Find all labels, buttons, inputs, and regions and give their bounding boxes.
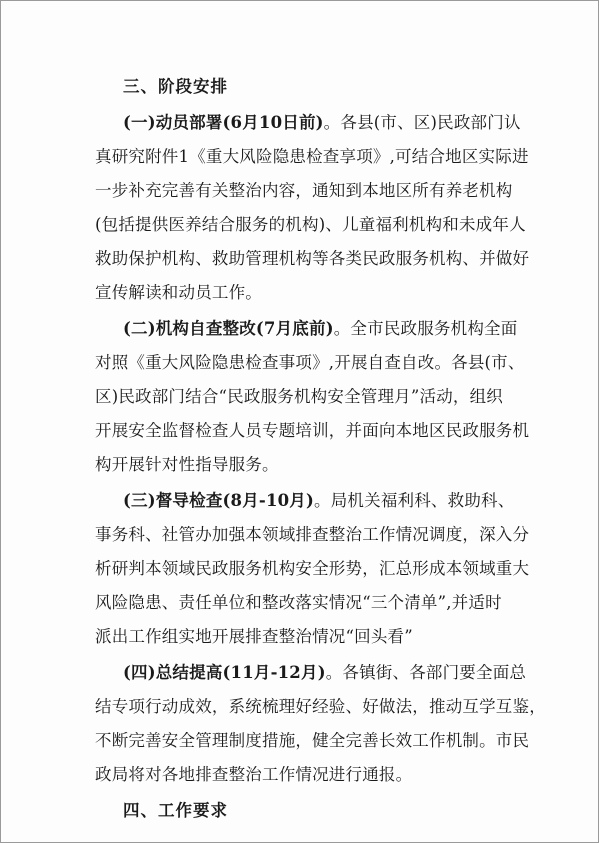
- p3-line-5: 派出工作组实地开展排查整治情况“回头看”: [95, 627, 413, 646]
- p1-line-6: 宣传解读和动员工作。: [95, 283, 262, 302]
- section-heading-3: 三、阶段安排: [123, 77, 228, 96]
- p1-line-3: 一步补充完善有关整治内容，通知到本地区所有养老机构: [95, 181, 513, 200]
- p4-line-1-rest: 。各镇街、各部门要全面总: [325, 663, 527, 682]
- p1-line-2: 真研究附件1《重大风险隐患检查享项》,可结合地区实际进: [95, 147, 529, 166]
- p2-line-1: [123, 315, 517, 339]
- p2-line-1-rest: 。全市民政服务机构全面: [333, 319, 518, 338]
- p2-line-3: 区)民政部门结合“民政服务机构安全管理月”活动，组织: [95, 387, 504, 406]
- p4-lead: (四)总结提高(11月-12月): [123, 663, 326, 682]
- p2-line-4: 开展安全监督检查人员专题培训，并面向本地区民政服务机: [95, 421, 530, 440]
- p3-line-2: 事务科、社管办加强本领域排查整治工作情况调度，深入分: [95, 525, 530, 544]
- p1-line-1-rest: 。各县(市、区)民政部门认: [323, 113, 521, 132]
- p3-line-4: 风险隐患、责任单位和整改落实情况“三个清单”,并适时: [95, 593, 502, 612]
- p3-line-1-rest: 。局机关福利科、救助科、: [314, 491, 515, 510]
- p1-line-1: [123, 109, 521, 133]
- p4-line-2: 结专项行动成效，系统梳理好经验、好做法，推动互学互鉴，: [95, 697, 546, 716]
- p4-line-1: [123, 659, 526, 683]
- p3-line-3: 析研判本领域民政服务机构安全形势，汇总形成本领域重大: [95, 559, 530, 578]
- p3-lead: (三)督导检查(8月-10月): [123, 491, 315, 510]
- p4-line-3: 不断完善安全管理制度措施，健全完善长效工作机制。市民: [95, 731, 530, 750]
- p1-lead: (一)动员部署(6月10日前): [123, 113, 324, 132]
- p2-line-5: 构开展针对性指导服务。: [95, 455, 279, 474]
- p1-line-5: 救助保护机构、救助管理机构等各类民政服务机构、并做好: [95, 249, 530, 268]
- section-heading-4: 四、工作要求: [123, 801, 228, 820]
- p2-line-2: 对照《重大风险隐患检查事项》,开展自查自改。各县(市、: [95, 353, 525, 372]
- p2-lead: (二)机构自查整改(7月底前): [123, 319, 334, 338]
- p3-line-1: [123, 487, 514, 511]
- p1-line-4: (包括提供医养结合服务的机构)、儿童福利机构和未成年人: [95, 215, 526, 234]
- p4-line-4: 政局将对各地排查整治工作情况进行通报。: [95, 765, 413, 784]
